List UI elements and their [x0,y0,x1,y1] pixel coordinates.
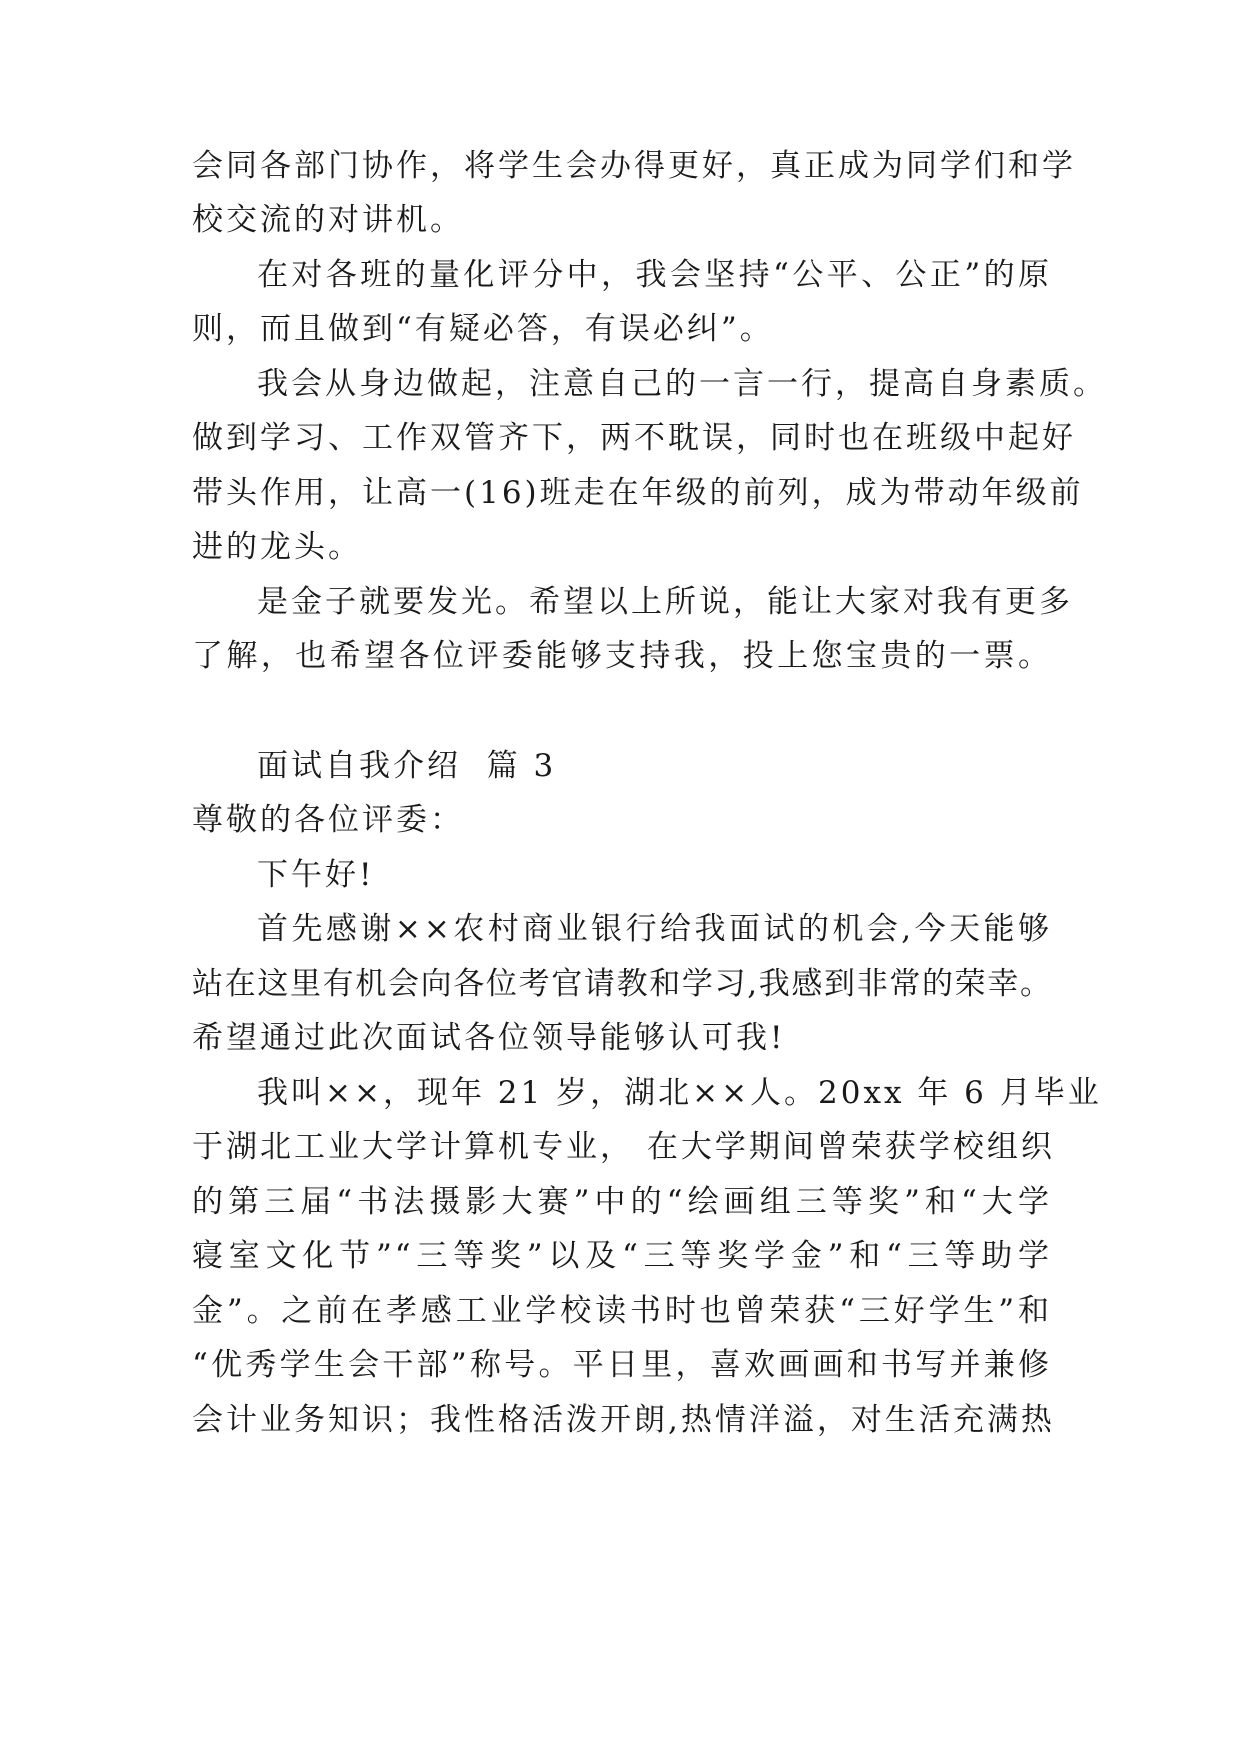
text-line: 则，而且做到“有疑必答，有误必纠”。 [192,311,774,347]
text-line: “优秀学生会干部”称号。平日里，喜欢画画和书写并兼修 [192,1347,1052,1383]
greeting: 下午好! [257,857,375,893]
text-line: 校交流的对讲机。 [192,202,464,238]
section-heading: 面试自我介绍 篇 3 [257,748,557,784]
text-line: 的第三届“书法摄影大赛”中的“绘画组三等奖”和“大学 [192,1184,1052,1220]
text-line: 带头作用，让高一(16)班走在年级的前列，成为带动年级前 [192,475,1084,511]
text-line: 站在这里有机会向各位考官请教和学习,我感到非常的荣幸。 [192,966,1052,1002]
text-line: 首先感谢××农村商业银行给我面试的机会,今天能够 [257,911,1052,947]
text-line: 金”。之前在孝感工业学校读书时也曾荣获“三好学生”和 [192,1293,1052,1329]
text-line: 是金子就要发光。希望以上所说，能让大家对我有更多 [257,584,1073,620]
text-line: 希望通过此次面试各位领导能够认可我! [192,1020,786,1056]
text-line: 于湖北工业大学计算机专业， 在大学期间曾荣获学校组织 [192,1129,1055,1165]
salutation: 尊敬的各位评委： [192,802,464,838]
text-line: 寝室文化节”“三等奖”以及“三等奖学金”和“三等助学 [192,1238,1052,1274]
text-line: 做到学习、工作双管齐下，两不耽误，同时也在班级中起好 [192,420,1076,456]
text-line: 在对各班的量化评分中，我会坚持“公平、公正”的原 [257,257,1052,293]
text-line: 进的龙头。 [192,529,362,565]
text-line: 会计业务知识；我性格活泼开朗,热情洋溢，对生活充满热 [192,1402,1055,1438]
text-line: 我会从身边做起，注意自己的一言一行，提高自身素质。 [257,366,1107,402]
text-line: 我叫××，现年 21 岁，湖北××人。20xx 年 6 月毕业 [257,1075,1102,1111]
text-line: 会同各部门协作，将学生会办得更好，真正成为同学们和学 [192,148,1076,184]
text-line: 了解，也希望各位评委能够支持我，投上您宝贵的一票。 [192,638,1052,674]
